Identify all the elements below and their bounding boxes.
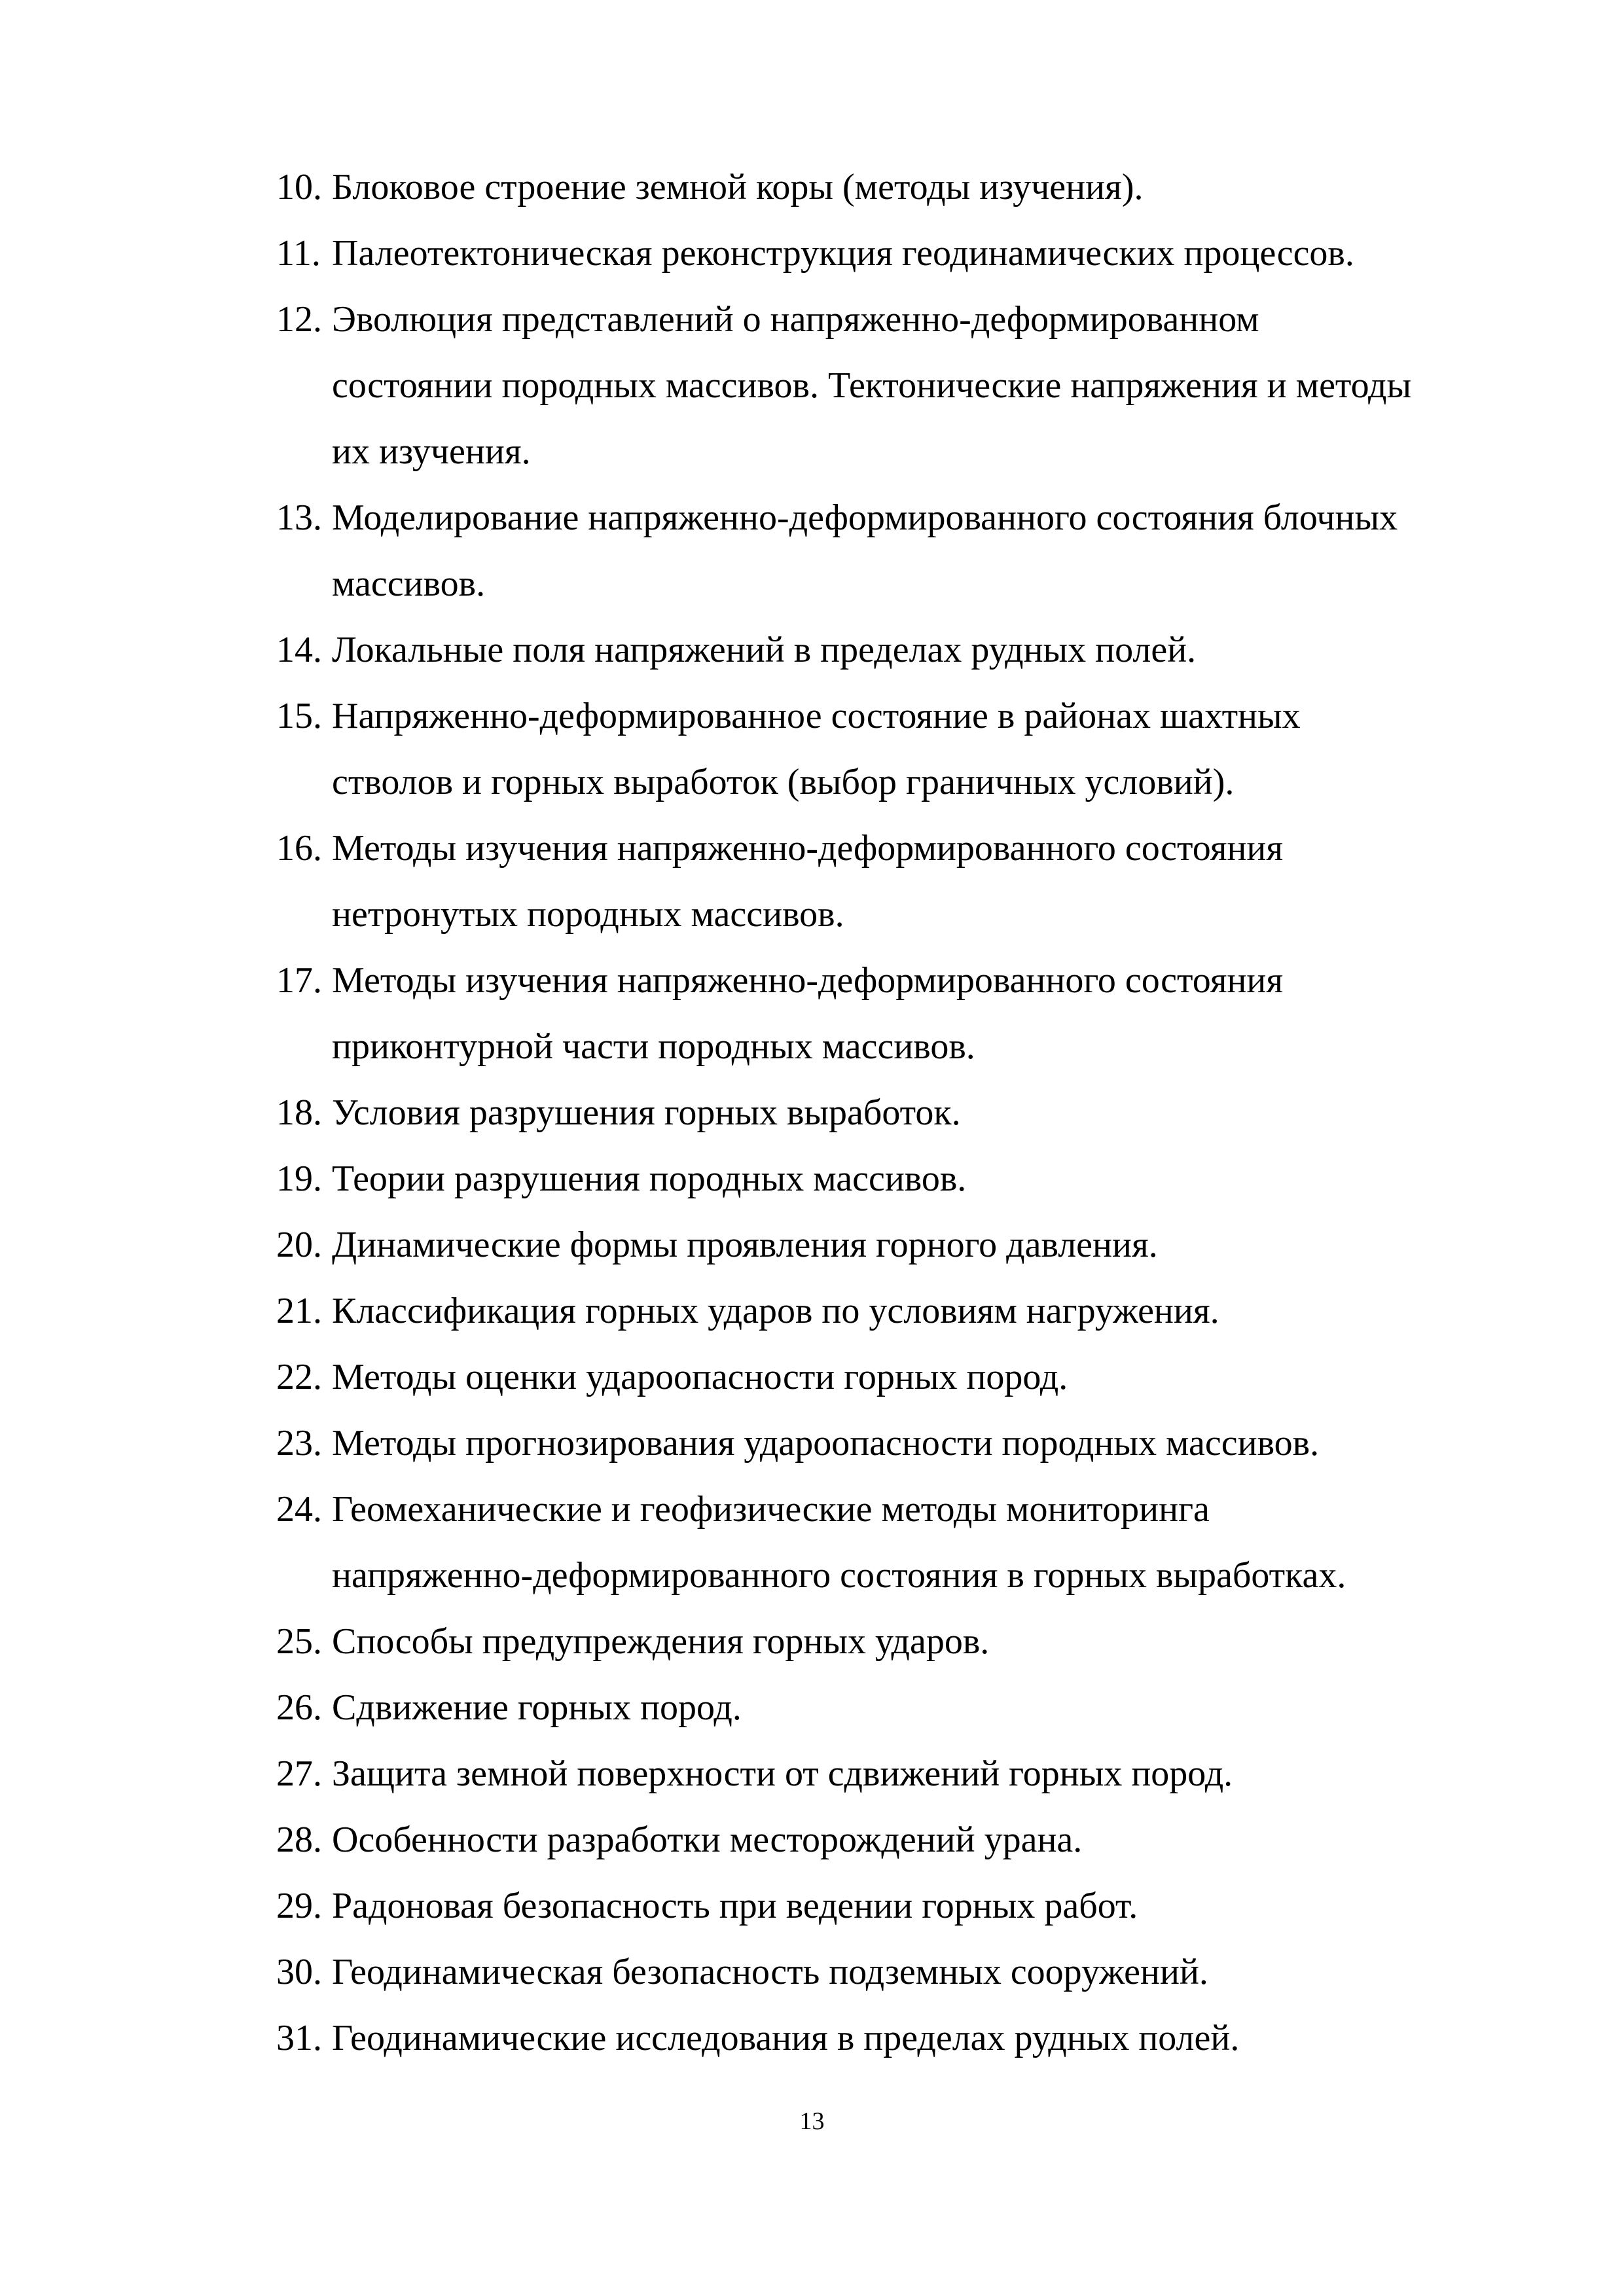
topic-list [276, 154, 1520, 2072]
page-number: 13 [799, 2108, 825, 2135]
item-number: 20. [276, 1225, 322, 1265]
list-item [276, 1939, 1520, 2005]
list-item [276, 1873, 1520, 1939]
item-text: Методы изучения напряженно-деформированного состояния нетронутых породных массивов. [332, 828, 1284, 935]
item-number: 27. [276, 1753, 322, 1794]
item-text: Геодинамическая безопасность подземных сооружений. [332, 1952, 1208, 1992]
item-number: 17. [276, 960, 322, 1001]
item-text: Радоновая безопасность при ведении горных работ. [332, 1886, 1138, 1926]
list-item [276, 683, 1520, 816]
list-item [276, 1675, 1520, 1741]
list-item [276, 617, 1520, 683]
list-item [276, 1344, 1520, 1410]
item-text: Сдвижение горных пород. [332, 1687, 742, 1728]
list-item [276, 816, 1520, 948]
item-number: 14. [276, 630, 322, 670]
item-text: Особенности разработки месторождений урана. [332, 1820, 1083, 1860]
item-text: Напряженно-деформированное состояние в районах шахтных стволов и горных выработок (выбор граничных условий). [332, 696, 1301, 802]
item-number: 18. [276, 1092, 322, 1133]
list-item [276, 1807, 1520, 1873]
item-number: 30. [276, 1952, 322, 1992]
item-number: 15. [276, 696, 322, 736]
item-number: 28. [276, 1820, 322, 1860]
item-number: 25. [276, 1621, 322, 1662]
item-text: Теории разрушения породных массивов. [332, 1158, 967, 1199]
item-text: Геомеханические и геофизические методы мониторинга напряженно-деформированного состояния в горных выработках. [332, 1489, 1346, 1596]
list-item [276, 1080, 1520, 1146]
item-text: Защита земной поверхности от сдвижений горных пород. [332, 1753, 1233, 1794]
list-item [276, 485, 1520, 617]
list-item [276, 1146, 1520, 1212]
item-text: Методы оценки удароопасности горных пород. [332, 1357, 1068, 1397]
item-text: Геодинамические исследования в пределах рудных полей. [332, 2018, 1240, 2058]
item-text: Условия разрушения горных выработок. [332, 1092, 961, 1133]
item-text: Методы изучения напряженно-деформированного состояния приконтурной части породных массивов. [332, 960, 1284, 1067]
item-number: 31. [276, 2018, 322, 2058]
item-number: 11. [276, 233, 321, 274]
item-number: 26. [276, 1687, 322, 1728]
item-number: 10. [276, 167, 322, 207]
list-item [276, 1741, 1520, 1807]
list-item [276, 1410, 1520, 1477]
list-item [276, 287, 1520, 485]
item-number: 21. [276, 1291, 322, 1331]
list-item [276, 154, 1520, 221]
list-item [276, 2005, 1520, 2072]
item-number: 23. [276, 1423, 322, 1463]
item-text: Классификация горных ударов по условиям нагружения. [332, 1291, 1219, 1331]
list-item [276, 1278, 1520, 1344]
item-number: 16. [276, 828, 322, 869]
list-item [276, 221, 1520, 287]
item-number: 24. [276, 1489, 322, 1530]
item-number: 12. [276, 299, 322, 340]
item-number: 19. [276, 1158, 322, 1199]
item-text: Способы предупреждения горных ударов. [332, 1621, 990, 1662]
item-number: 29. [276, 1886, 322, 1926]
item-text: Методы прогнозирования удароопасности породных массивов. [332, 1423, 1320, 1463]
item-text: Эволюция представлений о напряженно-деформированном состоянии породных массивов. Тектонические напряжения и методы их изучения. [332, 299, 1412, 472]
item-text: Локальные поля напряжений в пределах рудных полей. [332, 630, 1197, 670]
item-text: Палеотектоническая реконструкция геодинамических процессов. [332, 233, 1354, 274]
item-text: Динамические формы проявления горного давления. [332, 1225, 1158, 1265]
list-item [276, 948, 1520, 1080]
item-text: Блоковое строение земной коры (методы изучения). [332, 167, 1144, 207]
list-item [276, 1477, 1520, 1609]
item-number: 22. [276, 1357, 322, 1397]
item-text: Моделирование напряженно-деформированного состояния блочных массивов. [332, 497, 1398, 604]
list-item [276, 1609, 1520, 1675]
list-item [276, 1212, 1520, 1278]
item-number: 13. [276, 497, 322, 538]
